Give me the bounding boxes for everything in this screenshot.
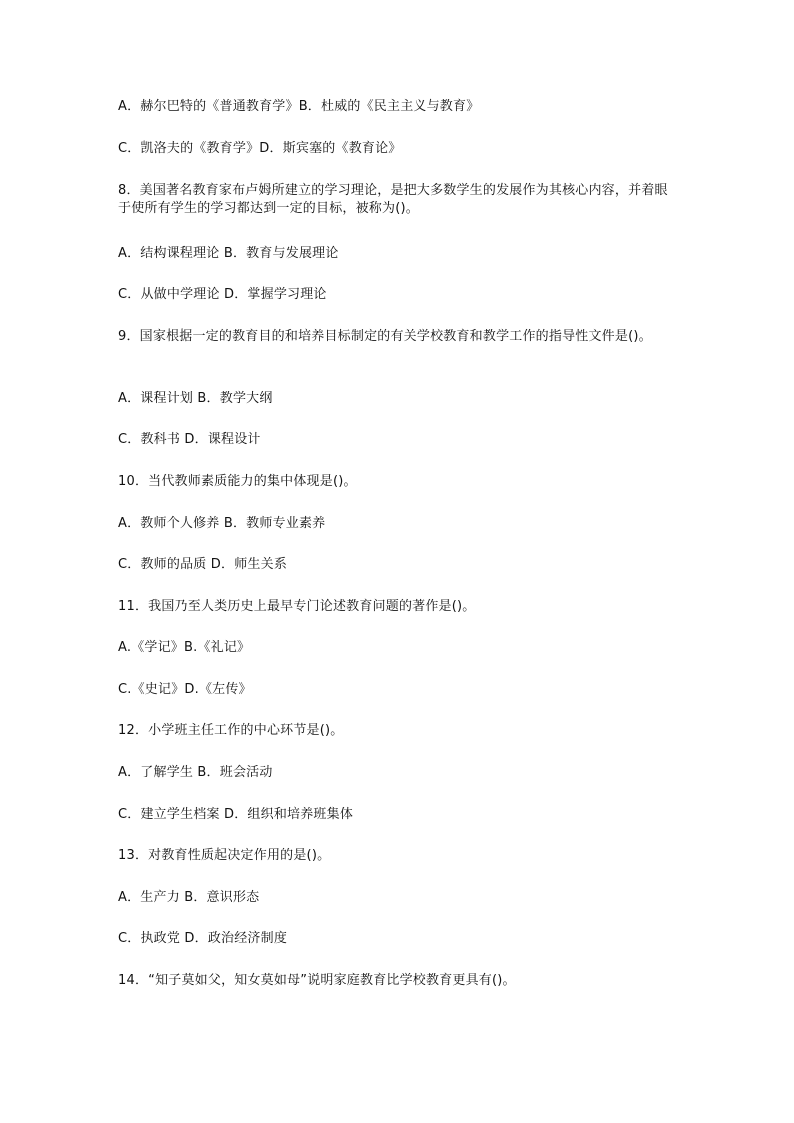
answer-options-line: C．教科书 D．课程设计 xyxy=(118,432,261,447)
answer-options-line: C．执政党 D．政治经济制度 xyxy=(118,931,288,946)
answer-options-line: C．凯洛夫的《教育学》D．斯宾塞的《教育论》 xyxy=(118,141,402,156)
answer-options-line: A．结构课程理论 B．教育与发展理论 xyxy=(118,246,339,261)
answer-options-line: A．生产力 B．意识形态 xyxy=(118,890,260,905)
answer-options-line: C．建立学生档案 D．组织和培养班集体 xyxy=(118,807,354,822)
question-14-text: 14．“知子莫如父，知女莫如母”说明家庭教育比学校教育更具有()。 xyxy=(118,973,516,988)
answer-options-line: A.《学记》B.《礼记》 xyxy=(118,640,251,655)
answer-options-line: C．从做中学理论 D．掌握学习理论 xyxy=(118,287,327,302)
question-9-text: 9．国家根据一定的教育目的和培养目标制定的有关学校教育和教学工作的指导性文件是()。 xyxy=(118,329,652,344)
answer-options-line: A．教师个人修养 B．教师专业素养 xyxy=(118,516,326,531)
answer-options-line: C.《史记》D.《左传》 xyxy=(118,682,252,697)
answer-options-line: C．教师的品质 D．师生关系 xyxy=(118,557,288,572)
question-12-text: 12．小学班主任工作的中心环节是()。 xyxy=(118,723,344,738)
question-8-text: 8．美国著名教育家布卢姆所建立的学习理论，是把大多数学生的发展作为其核心内容，并着眼于使所有学生的学习都达到一定的目标，被称为()。 xyxy=(118,183,668,216)
answer-options-line: A．赫尔巴特的《普通教育学》B．杜威的《民主主义与教育》 xyxy=(118,99,480,114)
question-10-text: 10．当代教师素质能力的集中体现是()。 xyxy=(118,474,357,489)
answer-options-line: A．了解学生 B．班会活动 xyxy=(118,765,273,780)
question-11-text: 11．我国乃至人类历史上最早专门论述教育问题的著作是()。 xyxy=(118,599,476,614)
answer-options-line: A．课程计划 B．教学大纲 xyxy=(118,391,273,406)
question-13-text: 13．对教育性质起决定作用的是()。 xyxy=(118,848,331,863)
